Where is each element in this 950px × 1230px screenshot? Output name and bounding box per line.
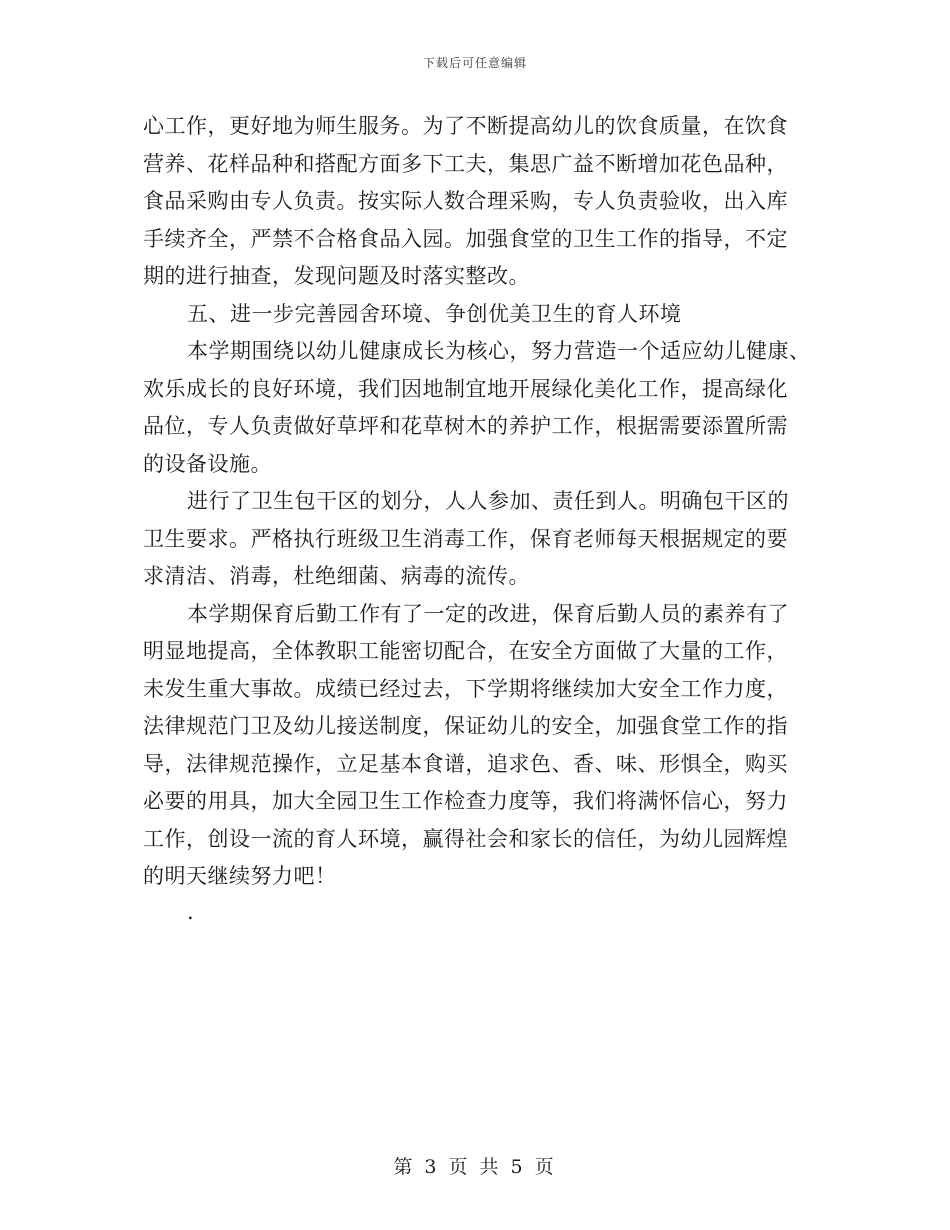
body-line: 进行了卫生包干区的划分，人人参加、责任到人。明确包干区的 — [187, 489, 789, 513]
body-line: 食品采购由专人负责。按实际人数合理采购，专人负责验收，出入库 — [143, 189, 788, 213]
body-line: 品位，专人负责做好草坪和花草树木的养护工作，根据需要添置所需 — [143, 414, 788, 438]
body-line: 法律规范门卫及幼儿接送制度，保证幼儿的安全，加强食堂工作的指 — [143, 714, 788, 738]
body-line: 的明天继续努力吧！ — [143, 864, 337, 888]
page-header-note: 下载后可任意编辑 — [422, 56, 527, 70]
page-number-footer: 第 3 页 共 5 页 — [393, 1156, 557, 1178]
body-line: 卫生要求。严格执行班级卫生消毒工作，保育老师每天根据规定的要 — [143, 526, 788, 551]
body-line: 明显地提高，全体教职工能密切配合，在安全方面做了大量的工作， — [143, 639, 788, 663]
body-line: 本学期保育后勤工作有了一定的改进，保育后勤人员的素养有了 — [187, 601, 789, 626]
body-line: 求清洁、消毒，杜绝细菌、病毒的流传。 — [143, 564, 530, 588]
trailing-dot: . — [187, 900, 194, 924]
body-line: 必要的用具，加大全园卫生工作检查力度等，我们将满怀信心，努力 — [143, 789, 788, 813]
body-line: 的设备设施。 — [143, 451, 272, 476]
body-line: 心工作，更好地为师生服务。为了不断提高幼儿的饮食质量，在饮食 — [143, 114, 788, 138]
body-line: 欢乐成长的良好环境，我们因地制宜地开展绿化美化工作，提高绿化 — [143, 376, 788, 401]
section-heading: 五、进一步完善园舍环境、争创优美卫生的育人环境 — [187, 301, 682, 326]
body-line: 工作，创设一流的育人环境，赢得社会和家长的信任，为幼儿园辉煌 — [143, 826, 788, 851]
body-line: 营养、花样品种和搭配方面多下工夫，集思广益不断增加花色品种， — [143, 151, 788, 176]
body-line: 期的进行抽查，发现问题及时落实整改。 — [143, 264, 530, 288]
body-line: 未发生重大事故。成绩已经过去，下学期将继续加大安全工作力度， — [143, 676, 788, 701]
document-body — [143, 108, 813, 896]
body-line: 手续齐全，严禁不合格食品入园。加强食堂的卫生工作的指导，不定 — [143, 226, 788, 251]
body-line: 导，法律规范操作，立足基本食谱，追求色、香、味、形惧全，购买 — [143, 751, 788, 776]
body-line: 本学期围绕以幼儿健康成长为核心，努力营造一个适应幼儿健康、 — [187, 339, 811, 363]
